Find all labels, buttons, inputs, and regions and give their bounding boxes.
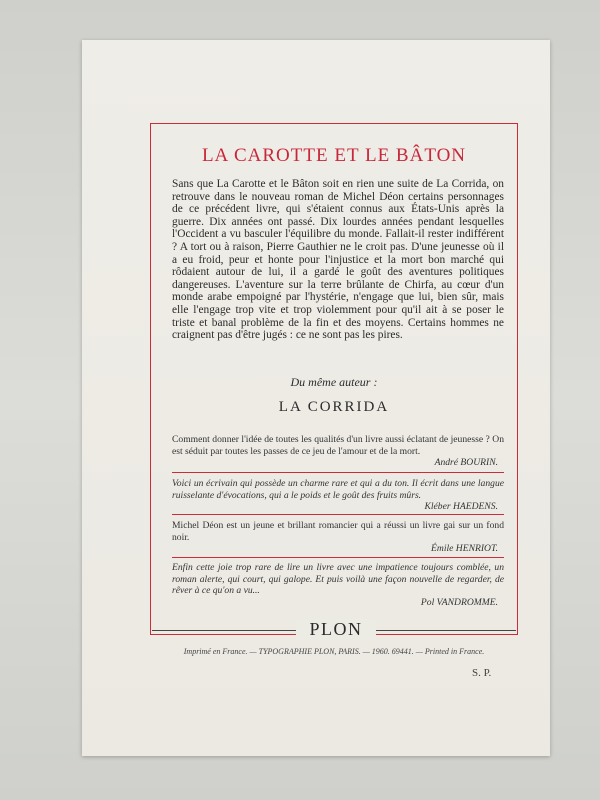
review-text: Enfin cette joie trop rare de lire un livre avec une impatience toujours comblée, un roman alerte, qui court, qui galope. Et puis voilà une façon nouvelle de regarder, de rêver à ce qu'on a vu... bbox=[172, 562, 504, 596]
review-4 bbox=[172, 562, 504, 608]
review-text: Voici un écrivain qui possède un charme rare et qui a du ton. Il écrit dans une langue ruisselante d'évocations, qui a le poids et le goût des fruits mûrs. bbox=[172, 478, 504, 501]
review-separator bbox=[172, 557, 504, 558]
review-2 bbox=[172, 478, 504, 513]
publisher-logo: PLON bbox=[296, 619, 376, 640]
review-separator bbox=[172, 472, 504, 473]
review-text: Michel Déon est un jeune et brillant romancier qui a réussi un livre gai sur un fond noir. bbox=[172, 520, 504, 543]
summary-text bbox=[172, 178, 504, 342]
publisher-rule-right bbox=[376, 630, 516, 631]
review-text: Comment donner l'idée de toutes les qualités d'un livre aussi éclatant de jeunesse ? On est séduit par toutes les passes de ce jeu de l'amour et de la mort. bbox=[172, 434, 504, 457]
other-book-title: LA CORRIDA bbox=[278, 399, 390, 415]
review-author: Pol VANDROMME. bbox=[420, 596, 498, 608]
review-1 bbox=[172, 434, 504, 469]
du-meme-auteur: Du même auteur : bbox=[290, 375, 378, 389]
review-author: Kléber HAEDENS. bbox=[424, 501, 498, 512]
review-author: André BOURIN. bbox=[434, 457, 498, 468]
imprint-line: Imprimé en France. — TYPOGRAPHIE PLON, PARIS. — 1960. 69441. — Printed in France. bbox=[183, 647, 485, 656]
publisher-rule-left bbox=[152, 630, 296, 631]
sp-mark: S. P. bbox=[472, 667, 492, 679]
review-3 bbox=[172, 520, 504, 555]
summary-paragraph: Sans que La Carotte et le Bâton soit en rien une suite de La Corrida, on retrouve dans le nouveau roman de Michel Déon certains personnages de ce précédent livre, qui s'étaient connus aux États-Unis après la guerre. Dix années ont passé. Dix lourdes années pendant lesquelles l'Occident a vu basculer l'équilibre du monde. Fallait-il rester indifférent ? A tort ou à raison, Pierre Gauthier ne le croit pas. D'une jeunesse où il a eu froid, peur et honte pour l'injustice et la mort bon marché qui rôdaient autour de lui, il a gardé le goût des aventures politiques dangereuses. L'aventure sur la terre brûlante de Chirfa, au cœur d'un monde arabe empoigné par l'hystérie, n'engage que lui, bien sûr, mais elle l'engage trop vite et trop violemment pour qu'il ait à se poser le triste et banal problème de la fin et des moyens. Certains hommes ne craignent pas d'être jugés : ce ne sont pas les pires. bbox=[172, 178, 504, 342]
review-separator bbox=[172, 514, 504, 515]
book-title: LA CAROTTE ET LE BÂTON bbox=[201, 145, 467, 166]
review-author: Émile HENRIOT. bbox=[431, 543, 498, 554]
